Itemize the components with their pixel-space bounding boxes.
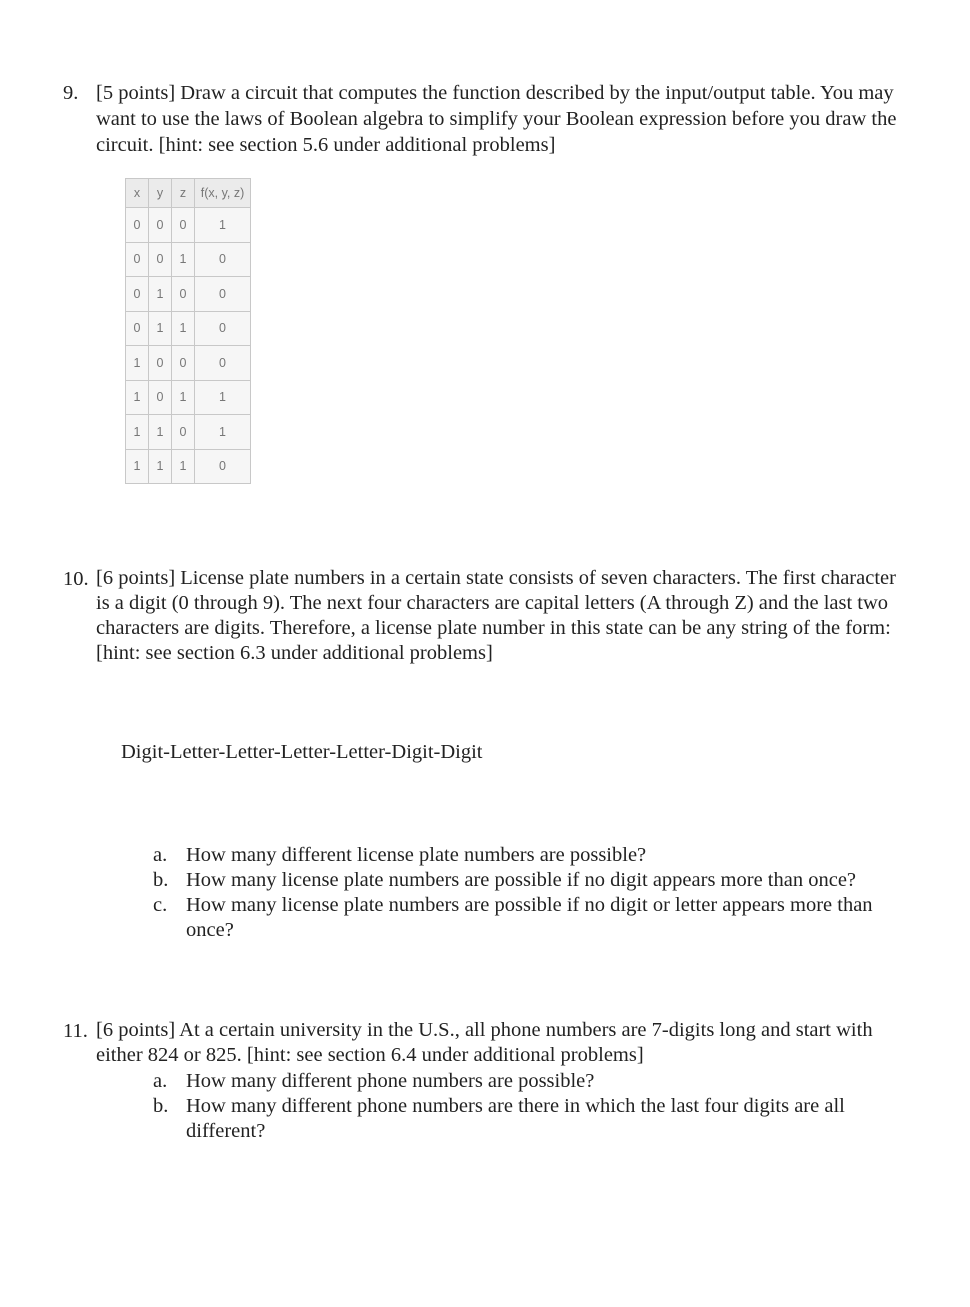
cell-f: 1 bbox=[195, 208, 251, 243]
cell-z: 0 bbox=[172, 208, 195, 243]
cell-y: 0 bbox=[149, 380, 172, 415]
question-number: 11. bbox=[63, 1020, 88, 1042]
header-f: f(x, y, z) bbox=[195, 179, 251, 208]
cell-y: 1 bbox=[149, 311, 172, 346]
cell-f: 1 bbox=[195, 380, 251, 415]
subpart-b bbox=[153, 1094, 913, 1144]
table-row bbox=[126, 449, 251, 484]
question-text: [6 points] License plate numbers in a certain state consists of seven characters. The first character is a digit (0 through 9). The next four characters are capital letters (A through Z) and the last two characters are digits. Therefore, a license plate number in this state can be any string of the form: [hint: see section 6.3 under additional problems] bbox=[96, 567, 896, 664]
subpart-text: How many different phone numbers are there in which the last four digits are all different? bbox=[186, 1095, 845, 1142]
cell-f: 0 bbox=[195, 277, 251, 312]
table-row bbox=[126, 311, 251, 346]
table-row bbox=[126, 346, 251, 381]
subpart-b bbox=[153, 868, 913, 893]
question-number: 10. bbox=[63, 568, 89, 590]
cell-z: 1 bbox=[172, 380, 195, 415]
cell-x: 1 bbox=[126, 380, 149, 415]
subpart-text: How many license plate numbers are possible if no digit appears more than once? bbox=[186, 869, 857, 891]
cell-z: 0 bbox=[172, 277, 195, 312]
subpart-a bbox=[153, 843, 913, 868]
subpart-label: a. bbox=[153, 1070, 168, 1092]
subpart-c bbox=[153, 893, 913, 943]
cell-y: 1 bbox=[149, 277, 172, 312]
cell-z: 1 bbox=[172, 449, 195, 484]
cell-f: 1 bbox=[195, 415, 251, 450]
cell-x: 0 bbox=[126, 208, 149, 243]
cell-x: 0 bbox=[126, 242, 149, 277]
cell-f: 0 bbox=[195, 242, 251, 277]
table-row bbox=[126, 415, 251, 450]
cell-y: 0 bbox=[149, 208, 172, 243]
question-text: [6 points] At a certain university in the U.S., all phone numbers are 7-digits long and start with either 824 or 825. [hint: see section 6.4 under additional problems] bbox=[96, 1019, 873, 1066]
question-text: [5 points] Draw a circuit that computes the function described by the input/output table. You may want to use the laws of Boolean algebra to simplify your Boolean expression before you draw the circuit. [hint: see section 5.6 under additional problems] bbox=[96, 82, 897, 156]
cell-y: 1 bbox=[149, 415, 172, 450]
subpart-text: How many license plate numbers are possible if no digit or letter appears more than once? bbox=[186, 894, 873, 941]
truth-table bbox=[125, 178, 251, 484]
cell-z: 0 bbox=[172, 346, 195, 381]
license-plate-pattern: Digit-Letter-Letter-Letter-Letter-Digit-Digit bbox=[121, 741, 483, 763]
cell-f: 0 bbox=[195, 449, 251, 484]
question-number: 9. bbox=[63, 82, 79, 104]
subpart-label: c. bbox=[153, 894, 168, 916]
header-x: x bbox=[126, 179, 149, 208]
question-10-subparts bbox=[153, 843, 913, 943]
cell-x: 0 bbox=[126, 311, 149, 346]
subpart-text: How many different phone numbers are possible? bbox=[186, 1070, 595, 1092]
cell-z: 0 bbox=[172, 415, 195, 450]
subpart-label: b. bbox=[153, 1095, 169, 1117]
subpart-label: b. bbox=[153, 869, 169, 891]
cell-y: 1 bbox=[149, 449, 172, 484]
table-row bbox=[126, 380, 251, 415]
cell-z: 1 bbox=[172, 311, 195, 346]
cell-x: 1 bbox=[126, 346, 149, 381]
cell-f: 0 bbox=[195, 346, 251, 381]
subpart-a bbox=[153, 1069, 913, 1094]
cell-x: 0 bbox=[126, 277, 149, 312]
cell-x: 1 bbox=[126, 415, 149, 450]
header-z: z bbox=[172, 179, 195, 208]
subpart-text: How many different license plate numbers are possible? bbox=[186, 844, 647, 866]
question-11-subparts bbox=[153, 1069, 913, 1144]
table-row bbox=[126, 208, 251, 243]
cell-z: 1 bbox=[172, 242, 195, 277]
header-y: y bbox=[149, 179, 172, 208]
cell-x: 1 bbox=[126, 449, 149, 484]
cell-y: 0 bbox=[149, 242, 172, 277]
cell-f: 0 bbox=[195, 311, 251, 346]
subpart-label: a. bbox=[153, 844, 168, 866]
truth-table-header-row bbox=[126, 179, 251, 208]
table-row bbox=[126, 277, 251, 312]
table-row bbox=[126, 242, 251, 277]
cell-y: 0 bbox=[149, 346, 172, 381]
